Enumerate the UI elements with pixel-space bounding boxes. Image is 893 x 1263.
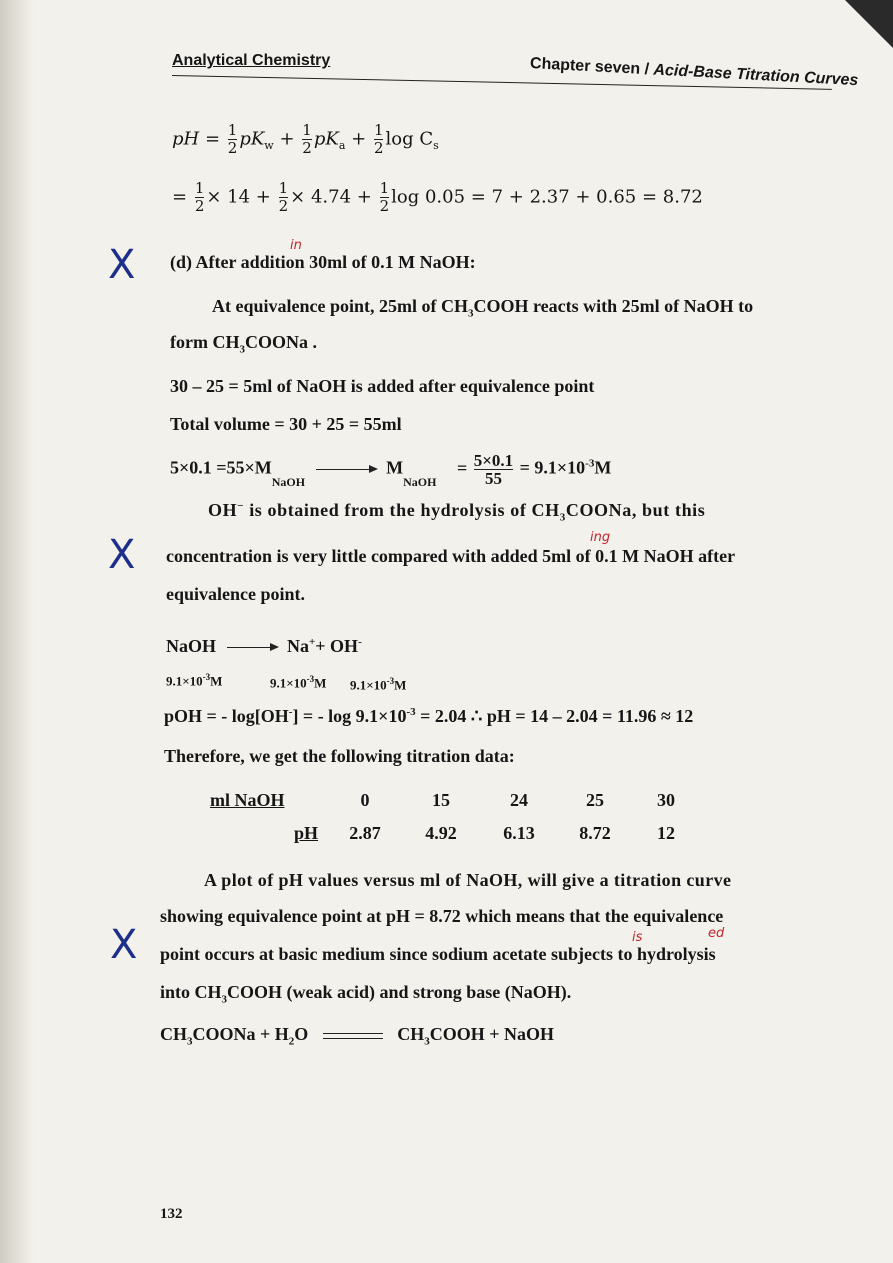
fraction-half: $\frac{1}{2}$ xyxy=(373,121,384,157)
table-cell: 2.87 xyxy=(349,823,381,843)
handwritten-note-in: in xyxy=(290,238,302,253)
table-cell: 25 xyxy=(586,790,604,810)
para1-line1: At equivalence point, 25ml of $CH_3COOH$ reacts with 25ml of NaOH to xyxy=(212,296,754,320)
fraction-half: $\frac{1}{2}$ xyxy=(227,121,238,157)
fraction-half: $\frac{1}{2}$ xyxy=(302,121,312,157)
para2-line2: concentration is very little compared with added 5ml of 0.1 M NaOH after xyxy=(166,546,736,566)
para1-line2: form $CH_3COONa$ . xyxy=(170,332,317,356)
table-cell: 8.72 xyxy=(579,823,611,843)
dissociation-arrow xyxy=(227,647,277,648)
page-number: 132 xyxy=(160,1206,183,1222)
para2-line3: equivalence point. xyxy=(166,584,306,604)
dilution-fraction: $\frac{5\times 0.1}{55}$ xyxy=(473,451,514,488)
table-cell: 12 xyxy=(657,823,675,843)
header-chapter-title: Acid-Base Titration Curves xyxy=(653,61,859,90)
handwritten-note-ing: ing xyxy=(590,530,611,545)
naoh-dissociation: NaOH Na++ OH- xyxy=(166,636,362,656)
concentration-c1: $9.1\times 10^{-3}M$ xyxy=(166,672,223,689)
table-row-label: pH xyxy=(293,823,318,843)
hydrolysis-equation: $CH_3COONa + H_2O$ $CH_3COOH$ + NaOH xyxy=(160,1024,555,1048)
table-row xyxy=(210,784,698,817)
header-book-title: Analytical Chemistry xyxy=(172,52,331,69)
table-row-label: ml NaOH xyxy=(210,790,285,810)
table-cell: 4.92 xyxy=(425,823,457,843)
section-d-title: (d) After addition 30ml of 0.1 M NaOH: xyxy=(170,252,476,272)
corner-shadow xyxy=(845,0,893,48)
formula-lhs: pH = xyxy=(172,128,221,150)
titration-intro: Therefore, we get the following titration data: xyxy=(164,746,515,766)
equilibrium-arrow xyxy=(323,1032,383,1040)
table-cell: 6.13 xyxy=(503,823,535,843)
running-header-right xyxy=(530,55,859,90)
excess-naoh-line: 30 – 25 = 5ml of NaOH is added after equivalence point xyxy=(170,376,595,396)
handwritten-note-is: is xyxy=(632,930,643,945)
table-cell: 0 xyxy=(360,790,370,810)
para3-line4: into $CH_3COOH$ (weak acid) and strong base (NaOH). xyxy=(160,982,572,1006)
table-cell: 24 xyxy=(510,790,528,810)
margin-mark-3: X xyxy=(110,922,138,968)
titration-data-table xyxy=(210,784,698,850)
table-cell: 30 xyxy=(657,790,675,810)
formula-ph-salt: pH = $\frac{1}{2}$ $pK_w$ + $\frac{1}{2}$ $pK_a$ + $\frac{1}{2}$ $\log C_s$ xyxy=(172,121,439,157)
dilution-equation: $5\times 0.1 =55\times M_{NaOH}$ $M_{NaOH}$ = $\frac{5\times 0.1}{55}$ = $9.1\times 10^{-3}M$ xyxy=(170,451,612,490)
para3-line1: A plot of pH values versus ml of NaOH, will give a titration curve xyxy=(204,870,732,890)
table-row xyxy=(210,817,698,850)
formula-result: = 7 + 2.37 + 0.65 = 8.72 xyxy=(470,186,703,208)
margin-mark-1: X xyxy=(108,242,136,288)
margin-mark-2: X xyxy=(108,532,136,578)
formula-ph-calc: = $\frac{1}{2}$ × 14 + $\frac{1}{2}$ × 4.74 + $\frac{1}{2}$ log 0.05 = 7 + 2.37 + 0.65 = 8.72 xyxy=(172,179,703,215)
table-cell: 15 xyxy=(432,790,450,810)
reaction-arrow xyxy=(316,469,376,470)
handwritten-note-ed: ed xyxy=(708,926,725,941)
concentration-c3: $9.1\times 10^{-3}M$ xyxy=(350,676,407,693)
concentration-c2: $9.1\times 10^{-3}M$ xyxy=(270,674,327,691)
para2-line1: OH− is obtained from the hydrolysis of $CH_3COONa$, but this xyxy=(208,500,706,524)
total-volume-line: Total volume = 30 + 25 = 55ml xyxy=(170,414,402,434)
page-edge-shadow xyxy=(0,0,34,1263)
header-chapter: Chapter seven / xyxy=(529,55,654,79)
poh-calculation: pOH = - log[OH-] = - $\log 9.1\times 10^{-3} = 2.04$ ∴ pH = 14 – 2.04 = 11.96 ≈ 12 xyxy=(164,706,694,726)
running-header-left xyxy=(172,52,330,70)
para3-line2: showing equivalence point at pH = 8.72 which means that the equivalence xyxy=(160,906,724,926)
para3-line3: point occurs at basic medium since sodium acetate subjects to hydrolysis xyxy=(160,944,716,964)
